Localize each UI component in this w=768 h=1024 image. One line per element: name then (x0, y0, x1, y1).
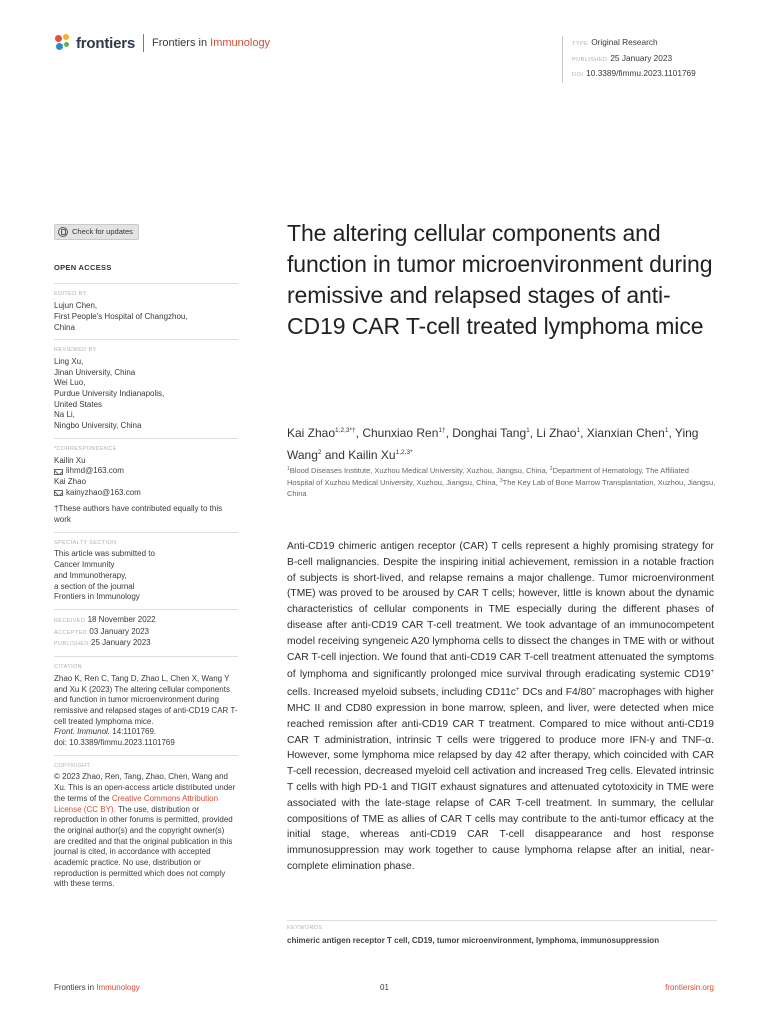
citation-body: Zhao K, Ren C, Tang D, Zhao L, Chen X, Wang Y and Xu K (2023) The altering cellular components and function in tumor microenvironment during remissive and relapsed stages of anti-CD19 CAR T-cell treated lymphoma mice. (54, 673, 238, 726)
author-list: Kai Zhao$^{1,2,3*\dagger}$, Chunxiao Ren$^{1\dagger}$, Donghai Tang$^1$, Li Zhao$^1$, Xianxian Chen$^1$, Ying Wang$^2$ and Kailin $Xu^{1,2,3*}$ (287, 426, 699, 462)
citation-text (54, 674, 238, 749)
author-name: Li Zhao (536, 426, 577, 440)
received-date: 18 November 2022 (87, 614, 156, 624)
accepted-label: ACCEPTED (54, 629, 88, 636)
page-footer (54, 983, 714, 992)
author-affiliation-marker: 1 (576, 427, 581, 434)
mail-icon (54, 490, 63, 496)
specialty-line: Frontiers in Immunology (54, 592, 140, 602)
article-title: The altering cellular components and function in tumor microenvironment during remissive and relapsed stages of anti-CD19 CAR T-cell treated lymphoma mice (287, 220, 713, 339)
published-label: PUBLISHED (572, 56, 608, 63)
abstract-part: cells. Increased myeloid subsets, including CD11c (287, 687, 516, 699)
brand-name: frontiers (76, 34, 136, 52)
author-name: Donghai Tang (452, 426, 527, 440)
reviewer-line: Wei Luo, (54, 378, 86, 388)
author-affiliation-marker: 1,2,3*† (335, 427, 356, 434)
footer-journal-prefix: Frontiers in (54, 983, 97, 992)
page-number: 01 (380, 983, 389, 992)
published-value: 25 January 2023 (610, 52, 673, 63)
keywords-list: chimeric antigen receptor T cell, CD19, tumor microenvironment, lymphoma, immunosuppression (287, 936, 660, 945)
correspondent-email[interactable]: lihmd@163.com (66, 466, 124, 476)
citation-doi[interactable]: doi: 10.3389/fimmu.2023.1101769 (54, 738, 175, 748)
citation-label: CITATION (54, 664, 83, 671)
abstract-part: Anti-CD19 chimeric antigen receptor (CAR) T cells represent a highly promising strategy for B-cell malignancies. Despite the inspiring initial achievement, remission in a notable fraction of subjects is short-lived, and relapse remains a major challenge. Tumor microenvironment (TME) was proved to be aroused by CAR T cells; however, little is known about the dynamic characteristics of cellular components in TME especially during the different phases of disease after anti-CD19 CAR T-cell treatment. We took advantage of an immunocompetent model receiving syngeneic A20 lymphoma cells to dissect the changes in TME with or without CAR T-cell injection. We found that anti-CD19 CAR T-cell treatment attenuated the symptoms of lymphoma and significantly prolonged mice survival through eradicating systemic CD19 (287, 541, 714, 681)
reviewer-line: United States (54, 399, 103, 409)
reviewed-by-section (54, 339, 238, 432)
published-date: 25 January 2023 (91, 638, 151, 648)
license-link[interactable]: Creative Commons Attribution License (CC BY). (54, 793, 219, 814)
affiliation-1: Blood Diseases Institute, Xuzhou Medical University, Xuzhou, Jiangsu, China, (289, 466, 550, 475)
affiliations: $^1$Blood Diseases Institute, Xuzhou Medical University, Xuzhou, Jiangsu, China, $^2$Department of Hematology, The Affiliated Hospital of Xuzhou Medical University, Xuzhou, Jiangsu, China, $^3$The Key Lab of Bone Marrow Transplantation, Xuzhou, Jiangsu, China (287, 466, 716, 498)
editor-affiliation: First People's Hospital of Changzhou, (54, 311, 188, 321)
article-meta (562, 36, 696, 83)
citation-section (54, 656, 238, 749)
author-name: Chunxiao Ren (362, 426, 439, 440)
abstract: Anti-CD19 chimeric antigen receptor (CAR) T cells represent a highly promising strategy for B-cell malignancies. Despite the inspiring initial achievement, remission in a notable fraction of subjects is short-lived, and relapse remains a major challenge. Tumor microenvironment (TME) was proved to be aroused by CAR T cells; however, little is known about the dynamic characteristics of cellular components in TME especially during the different phases of disease after anti-CD19 CAR T-cell treatment. We took advantage of an immunocompetent model receiving syngeneic A20 lymphoma cells to dissect the changes in TME with or without CAR T-cell injection. We found that anti-CD19 CAR T-cell treatment attenuated the symptoms of lymphoma and significantly prolonged mice survival through eradicating systemic CD19+ cells. Increased myeloid subsets, including CD11c+ DCs and F4/80+ macrophages with higher MHC II and CD80 expression in bone marrow, spleen, and liver, were detected when mice reached remission after anti-CD19 CAR T treatment. Compared to mice without anti-CD19 CAR T administration, intrinsic T cells were triggered to produce more IFN-γ and TNF-α. However, some lymphoma mice relapsed by day 42 after therapy, which coincided with CAR T-cell recession, decreased myeloid cell activation and increased Treg cells. Elevated intrinsic T cells with high PD-1 and TIGIT exhaust signatures and attenuated cytotoxicity in TME were associated with the late-stage relapse of CAR T-cell treatment. In summary, the cellular compositions of TME as allies of CAR T cells may contribute to the anti-tumor efficacy at the initial stage, whereas anti-CD19 CAR T-cell disappearance and host response immunosuppression may work together to cause lymphoma relapse after an initial, near-complete elimination phase. (287, 541, 714, 872)
reviewer-line: Jinan University, China (54, 367, 136, 377)
copyright-label: COPYRIGHT (54, 762, 91, 769)
update-check-icon (58, 227, 68, 237)
received-label: RECEIVED (54, 617, 86, 624)
correspondent-name: Kai Zhao (54, 476, 87, 486)
doi-link[interactable]: 10.3389/fimmu.2023.1101769 (586, 68, 696, 78)
editor-name: Lujun Chen, (54, 301, 98, 311)
equal-contribution-note: †These authors have contributed equally to this work (54, 504, 223, 525)
author-affiliation-marker: 1 (526, 427, 530, 434)
abstract-part: DCs and F4/80 (519, 687, 593, 699)
author-name: Kailin Xu (348, 448, 396, 462)
specialty-line: a section of the journal (54, 581, 135, 591)
edited-by-label: EDITED BY (54, 291, 87, 298)
citation-volume: 14:1101769. (110, 727, 157, 737)
journal-name (152, 37, 270, 49)
reviewer-line: Ling Xu, (54, 356, 84, 366)
type-value: Original Research (591, 37, 658, 47)
author-name: Xianxian Chen (586, 426, 665, 440)
editor-country: China (54, 322, 75, 332)
type-label: TYPE (572, 41, 589, 47)
author-affiliation-marker: 1 (664, 427, 669, 434)
specialty-line: This article was submitted to (54, 549, 155, 559)
open-access-heading: OPEN ACCESS (54, 262, 112, 272)
author-name: Ying Wang (287, 426, 699, 462)
reviewer-line: Ningbo University, China (54, 421, 142, 431)
reviewer-line: Na Li, (54, 410, 75, 420)
correspondent-name: Kailin Xu (54, 455, 86, 465)
logo-divider (143, 34, 144, 52)
copyright-section (54, 755, 238, 890)
keywords-label: KEYWORDS (287, 925, 323, 931)
check-updates-label: Check for updates (72, 226, 133, 236)
correspondent-email-row (54, 466, 238, 477)
abstract-part: macrophages with higher MHC II and CD80 expression in bone marrow, spleen, and liver, were detected when mice reached remission after anti-CD19 CAR T treatment. Compared to mice without anti-CD19 CAR T administration, intrinsic T cells were triggered to produce more IFN-γ and TNF-α. However, some lymphoma mice relapsed by day 42 after therapy, which coincided with CAR T-cell recession, decreased myeloid cell activation and increased Treg cells. Elevated intrinsic T cells with high PD-1 and TIGIT exhaust signatures and attenuated cytotoxicity in TME were associated with the late-stage relapse of CAR T-cell treatment. In summary, the cellular compositions of TME as allies of CAR T cells may contribute to the anti-tumor efficacy at the initial stage, whereas anti-CD19 CAR T-cell disappearance and host response immunosuppression may work together to cause lymphoma relapse after an initial, near-complete elimination phase. (287, 687, 714, 872)
published-label: PUBLISHED (54, 641, 89, 648)
footer-journal[interactable] (54, 983, 140, 992)
author-affiliation-marker: 2 (317, 449, 322, 456)
copyright-intro: © 2023 Zhao, Ren, Tang, Zhao, Chen, Wang and Xu. This is an open-access article distributed under the terms of the (54, 772, 236, 803)
footer-journal-name: Immunology (96, 983, 140, 992)
keywords-section (287, 920, 717, 945)
footer-site-link[interactable]: frontiersin.org (665, 983, 714, 992)
correspondent-email-row (54, 488, 238, 499)
correspondence-section (54, 438, 238, 526)
correspondence-label: *CORRESPONDENCE (54, 445, 117, 452)
journal-title: Immunology (210, 37, 271, 49)
sidebar (54, 224, 238, 896)
copyright-terms: The use, distribution or reproduction in other forums is permitted, provided the original author(s) and the copyright owner(s) are credited and that the original publication in this journal is cited, in accordance with accepted academic practice. No use, distribution or reproduction is permitted which does not comply with these terms. (54, 804, 233, 889)
correspondent-email[interactable]: kainyzhao@163.com (66, 487, 141, 497)
affiliation-3: The Key Lab of Bone Marrow Transplantation, Xuzhou, Jiangsu, China (287, 478, 716, 498)
frontiers-logo[interactable] (54, 32, 270, 54)
doi-label: DOI (572, 72, 584, 78)
citation-journal: Front. Immunol. (54, 727, 111, 737)
specialty-line: and Immunotherapy, (54, 570, 127, 580)
reviewed-by-label: REVIEWED BY (54, 347, 97, 354)
copyright-text (54, 772, 238, 890)
journal-prefix: Frontiers in (152, 37, 208, 49)
affiliation-2: Department of Hematology, The Affiliated Hospital of Xuzhou Medical University, Xuzhou, Jiangsu, China, (287, 466, 689, 487)
author-affiliation-marker: 1,2,3* (395, 449, 413, 456)
specialty-section (54, 532, 238, 603)
specialty-label: SPECIALTY SECTION (54, 539, 117, 546)
check-for-updates-button[interactable] (54, 224, 139, 240)
author-name: Kai Zhao (287, 426, 336, 440)
accepted-date: 03 January 2023 (89, 626, 149, 636)
reviewer-line: Purdue University Indianapolis, (54, 389, 165, 399)
edited-by-section (54, 283, 238, 333)
dates-section (54, 609, 238, 650)
mail-icon (54, 469, 63, 475)
frontiers-logo-icon (54, 34, 72, 52)
specialty-line: Cancer Immunity (54, 560, 115, 570)
author-affiliation-marker: 1† (438, 427, 446, 434)
